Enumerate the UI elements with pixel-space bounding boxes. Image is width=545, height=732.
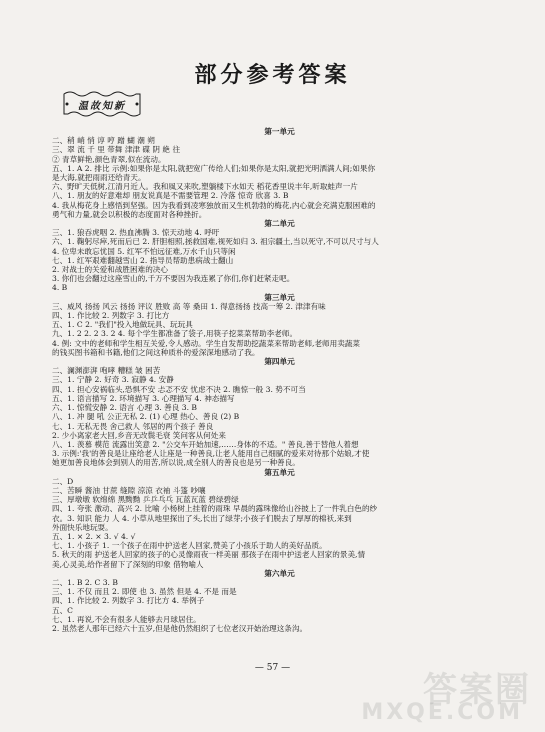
- unit-heading: 第五单元: [264, 467, 295, 477]
- answer-line: 六、野旷天低树,江清月近人。我和風又来吹,塑躺楼下水如天 稻花香里说丰年,听取蛙声一片: [52, 182, 358, 192]
- section-badge: [60, 88, 144, 120]
- answer-line: 4. B: [52, 283, 68, 293]
- answer-line: 她更加善良地体会到别人的用苦,所以说,成全别人的善良也是另一种善良。: [52, 458, 300, 468]
- answer-list: [52, 127, 507, 633]
- answer-line: 3. 你们也会翻过这座雪山的,千万不要因为我连累了你们,你们赶紧走吧。: [52, 274, 295, 284]
- answer-line: 五、1. C 2. "我们"投入地做玩具、玩玩具: [52, 320, 193, 330]
- answer-line: 八、1. 冲 腿 吼 公正无私 2. (1) 心理 热心、善良 (2) B: [52, 412, 240, 422]
- answer-line: 勇气和力量,就会以积极的态度面对各种挫折。: [52, 209, 207, 219]
- answer-line: 二、澜渊澎湃 咆哮 糟糕 皱 困苦: [52, 366, 161, 376]
- answer-line: 八、1. 羡慕 模范 流露出笑意 2. "公交车开始加速,……身体的不适。" 善良,善于替他人着想: [52, 439, 359, 449]
- answer-line: 二、苦瞬 酱油 甘蔗 缝隙 涼涼 衣袖 斗篷 吵嚷: [52, 485, 206, 495]
- answer-line: 四、1. 作比较 2. 列数字 3. 打比方: [52, 311, 170, 321]
- answer-line: 七、1. 再说,不会有很多人能够去月球居住。: [52, 614, 201, 624]
- answer-line: 三、翠 流 千 里 带舞 津津 碟 阴 絶 往: [52, 145, 181, 155]
- badge-label: 温故知新: [78, 101, 126, 112]
- answer-line: 三、1. 狼吞虎咽 2. 热血沸腾 3. 惊天动地 4. 呼吁: [52, 228, 220, 238]
- answer-line: 2. 少小离家老大回,乡音无改鬓毛衰 笑问客从何处来: [52, 430, 226, 440]
- answer-line: 5. 秋天的雨 护送老人回家的孩子的心灵像雨夜一样美丽 那孩子在雨中护送老人回家的景美,情: [52, 550, 366, 560]
- answer-line: 二、1. B 2. C 3. B: [52, 577, 118, 587]
- answer-line: 衣。3. 知识 能力 人 4. 小草从地里探出了头,长出了绿芽;小孩子们脱去了厚厚的棉袄,来到: [52, 513, 352, 523]
- answer-line: 四、1. 夸张 激动、高兴 2. 比喻 小杨树上挂着的雨珠 早晨的露珠像给山谷披上了一件乳白色的纱: [52, 504, 378, 514]
- answer-line: 五、1. × 2. × 3. √ 4. √: [52, 531, 136, 541]
- answer-line: 三、1. 宁静 2. 好奇 3. 寂静 4. 安静: [52, 375, 174, 385]
- answer-line: 外面快乐地玩耍。: [52, 522, 113, 532]
- answer-line: 2. 对战士的关爱和战胜困难的决心: [52, 265, 168, 275]
- answer-line: 四、1. 作比较 2. 列数字 3. 打比方 4. 举例子: [52, 596, 205, 606]
- answer-line: 三、威风 扬扬 风云 扬扬 评议 胜败 高 等 桑田 1. 得意扬扬 技高一筹 2. 津津有味: [52, 301, 326, 311]
- unit-heading: 第二单元: [264, 219, 295, 229]
- answer-line: 五、C: [52, 605, 73, 615]
- unit-heading: 第一单元: [264, 127, 295, 136]
- answer-line: 4. 例: 文中的老师和学生相互关爱,令人感动。学生自发帮助挖蔬菜来帮助老师,老师用卖蔬菜: [52, 338, 361, 348]
- answer-line: 美,心灵美,给作者留下了深刻的印象 借物喻人: [52, 559, 204, 569]
- answer-line: 4. 位卑未敢忘忧国 5. 红军不怕远征难,万水千山只等闲: [52, 246, 236, 256]
- answer-line: 四、1. 担心安祸临头,恐惧不安 忐忑不安 忧虑不决 2. 瞧惊一般 3. 势不可当: [52, 384, 306, 394]
- answer-line: 二、稍 峭 悄 谆 哼 蹭 蝴 潮 朔: [52, 136, 155, 146]
- watermark-url: MXQE.COM: [361, 700, 523, 725]
- answer-line: 七、1. 红军艰难翻越雪山 2. 指导员帮助患病战士翻山: [52, 255, 234, 265]
- page-title: 部分参考答案: [194, 62, 351, 88]
- answer-line: 七、1. 无私无畏 舍己救人 邻居的两个孩子 善良: [52, 421, 214, 431]
- unit-heading: 第四单元: [264, 357, 295, 367]
- unit-heading: 第三单元: [264, 292, 295, 302]
- answer-line: 八、1. 朋友的好意难却 朋友说真是不需要管理 2. 冷落 惊奇 欣喜 3. B: [52, 191, 289, 201]
- answer-line: 二、D: [52, 476, 74, 486]
- answer-line: ② 青草鲜艳,颜色青翠,似在流动。: [52, 154, 166, 164]
- answer-line: 的钱买图书箱和书籍,他们之间这种质朴的爱深深地感动了我。: [52, 347, 260, 357]
- answer-line: 4. 我从梅花身上感悟到坚强。因为我看到凌寒独放而又生机勃勃的梅花,内心就会充满克服困难的: [52, 200, 376, 210]
- answer-line: 九、1. 2 2. 2 3. 2 4. 每个学生都准备了袋子,用筷子挖菜菜帮助李老师。: [52, 329, 298, 339]
- answer-line: 七、1. 小孩子 1. 一个孩子在雨中护送老人回家,赞美了小孩乐于助人的美好品质。: [52, 541, 327, 551]
- answer-line: 六、1. 鞠躬尽瘁,死而后已 2. 肝胆相照,拯救国难,视死如归 3. 祖宗疆土,当以死守,不可以尺寸与人: [52, 237, 379, 247]
- answer-line: 三、厚墩墩 软绵绵 黑黝黝 乒乒乓乓 瓦蓝瓦蓝 碧绿碧绿: [52, 495, 239, 505]
- watermark-logo: 答案圈: [423, 670, 531, 710]
- answer-line: 3. 示例:'我'的善良是让座给老人让座是一种善良,让老人能用自己细腻的爱来对待那个姑娘,才使: [52, 449, 370, 459]
- answer-line: 五、1. 语言描写 2. 环境描写 3. 心理描写 4. 神态描写: [52, 393, 235, 403]
- answer-line: 三、1. 不仅 而且 2. 即使 也 3. 虽然 但是 4. 不是 而是: [52, 587, 237, 597]
- answer-line: 是大海,就把雨雨还给青天。: [52, 173, 146, 183]
- page-number: — 57 —: [254, 663, 291, 673]
- answer-line: 2. 虽然老人那年已经六十五岁,但是他仍然组织了七位老汉开始治理这条沟。: [52, 623, 308, 633]
- answer-line: 五、1. A 2. 排比 示例:如果你是太阳,就把宽广传给人们;如果你是太阳,就把光明洒满人间;如果你: [52, 163, 376, 173]
- unit-heading: 第六单元: [264, 568, 295, 578]
- answer-line: 六、1. 惊慌安静 2. 语言 心理 3. 善良 3. B: [52, 403, 197, 413]
